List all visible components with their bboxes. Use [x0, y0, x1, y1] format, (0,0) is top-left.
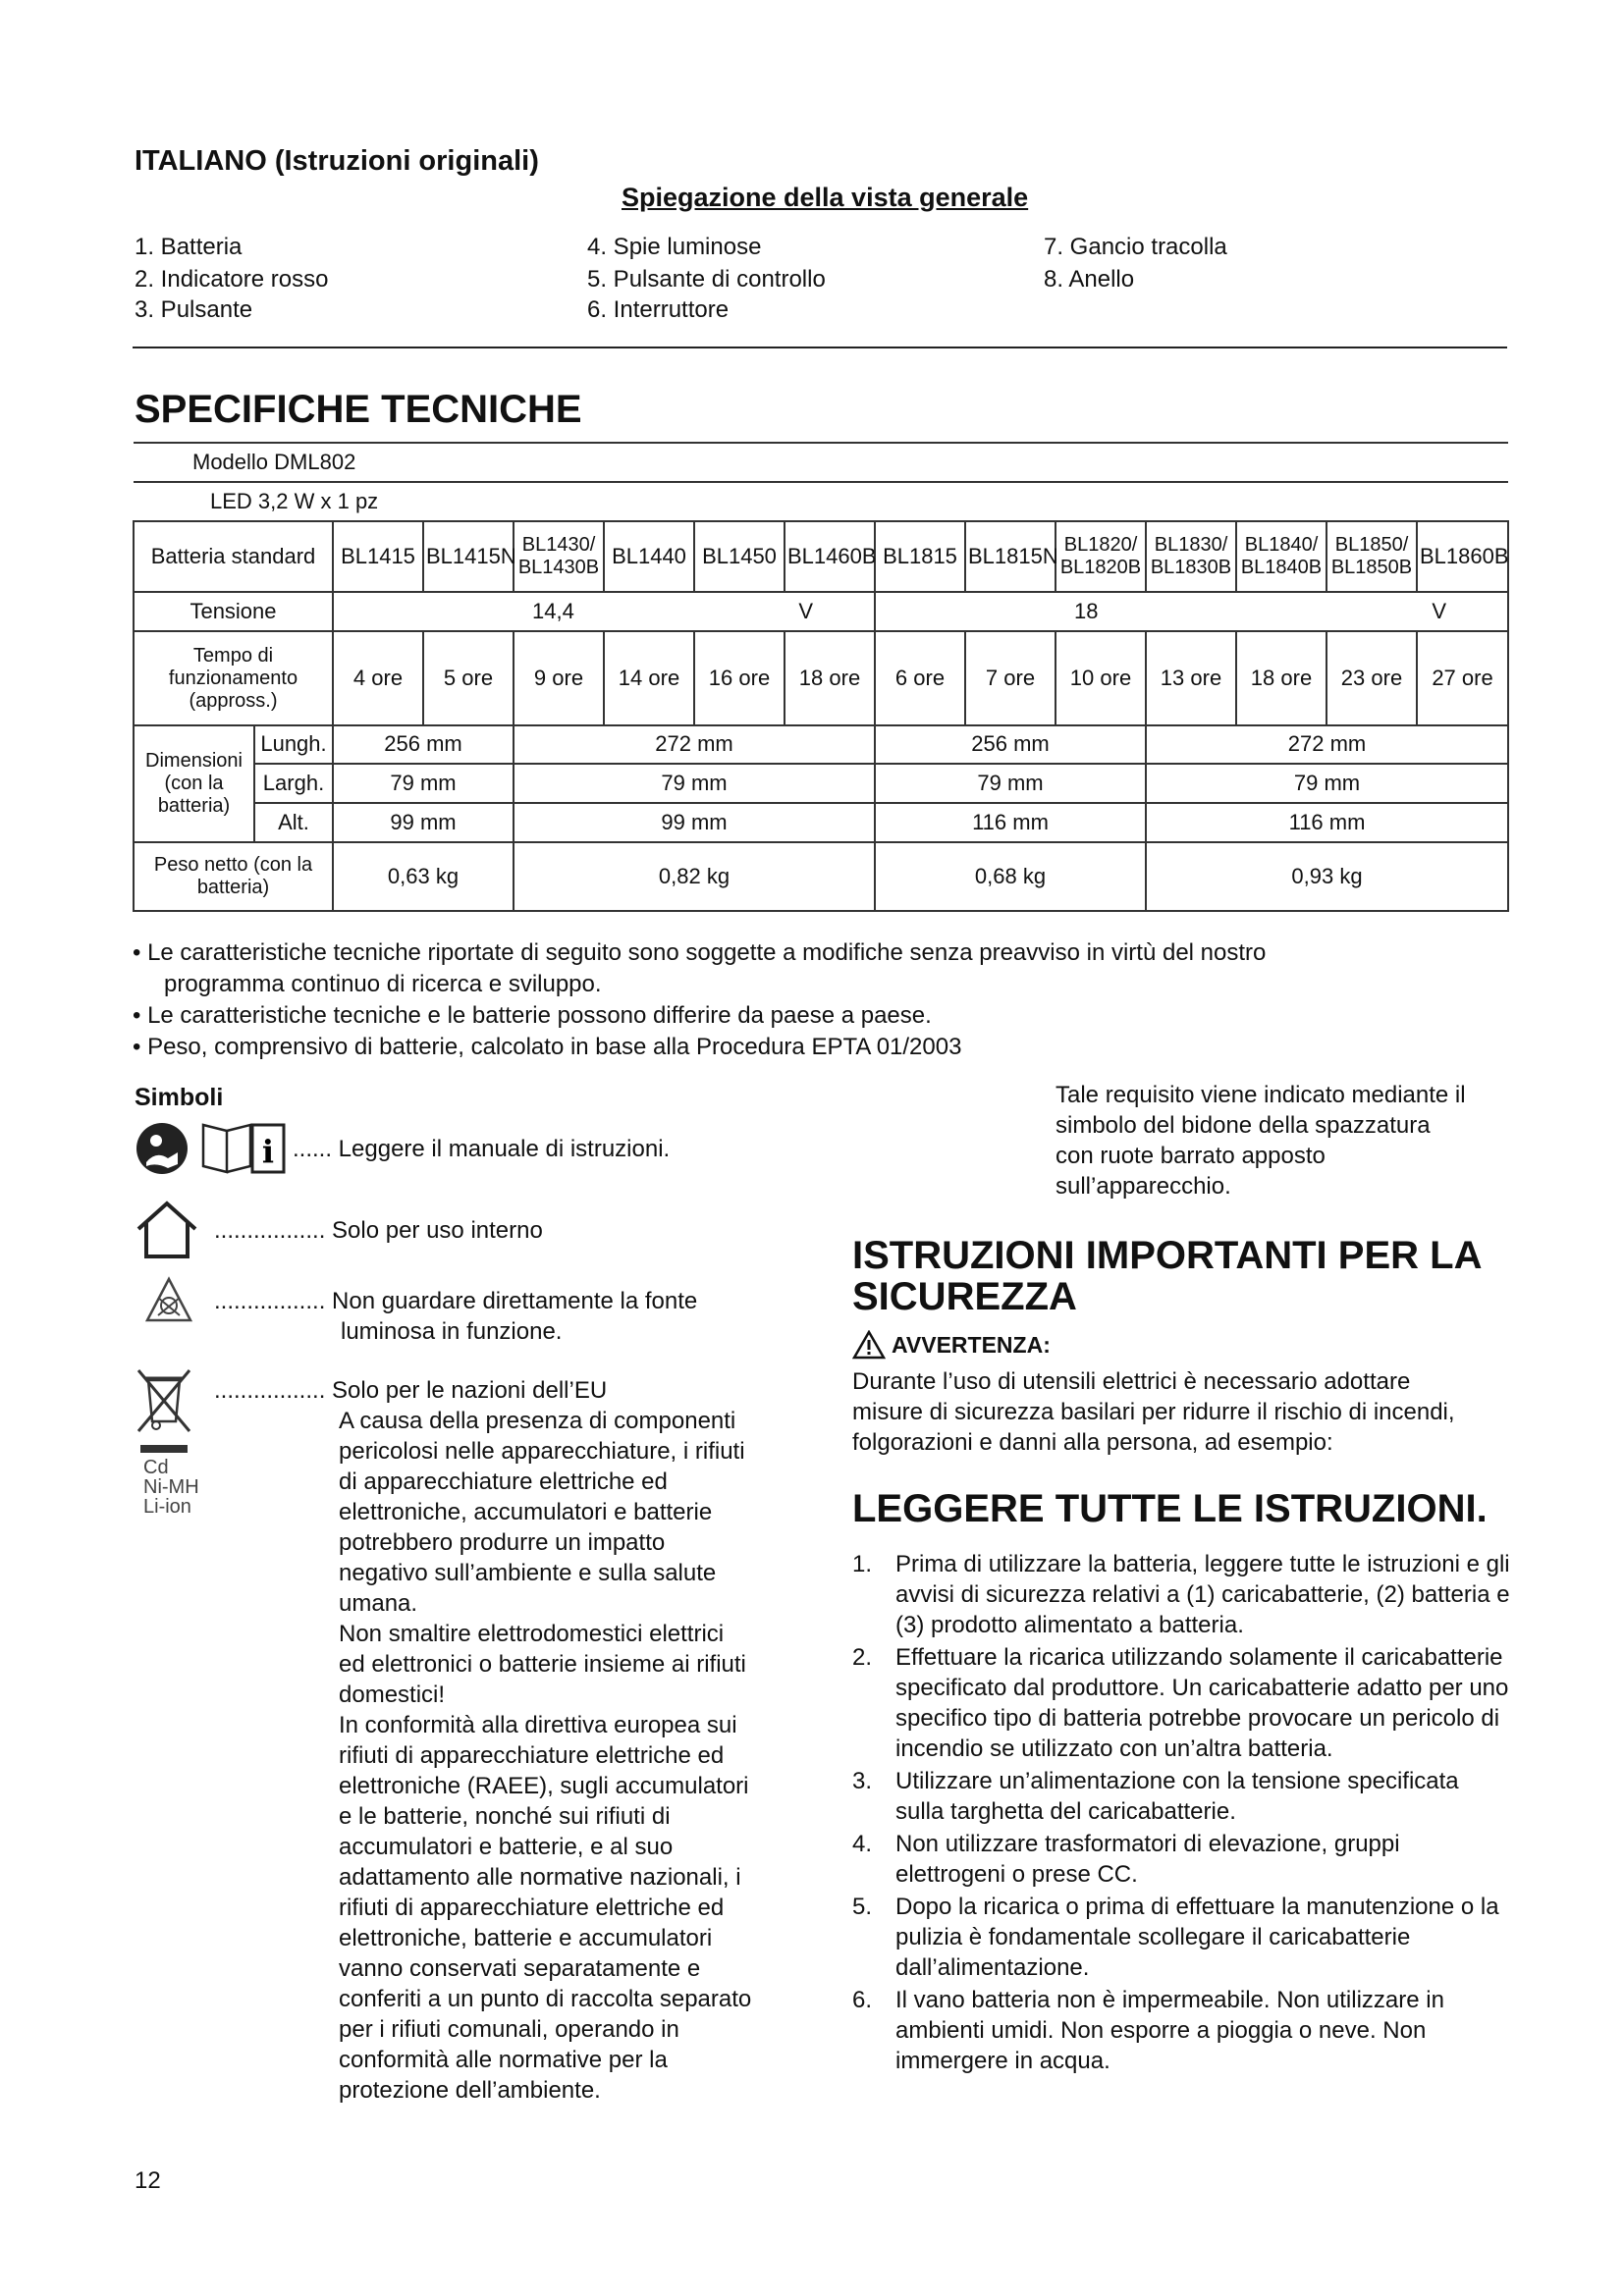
table-row: [134, 521, 1508, 592]
note-line: • Le caratteristiche tecniche e le batterie possono differire da paese a paese.: [133, 1002, 932, 1029]
house-icon: [135, 1200, 199, 1260]
width-cell: 79 mm: [514, 764, 875, 803]
eu-disposal-text: [339, 1406, 790, 2106]
weight-cell: 0,63 kg: [333, 842, 514, 911]
overview-item: 3. Pulsante: [135, 296, 253, 323]
item-text: Il vano batteria non è impermeabile. Non utilizzare in ambienti umidi. Non esporre a pioggia o neve. Non immergere in acqua.: [895, 1987, 1444, 2074]
symbols-heading: Simboli: [135, 1084, 224, 1111]
symbol-manual-text: ...... Leggere il manuale di istruzioni.: [293, 1136, 671, 1162]
height-cell: 116 mm: [1146, 803, 1508, 842]
eu-line: negativo sull’ambiente e sulla salute: [339, 1560, 717, 1586]
safety-title-line: SICUREZZA: [852, 1275, 1077, 1318]
warning-text: AVVERTENZA:: [892, 1331, 1051, 1358]
overview-item: 8. Anello: [1044, 266, 1135, 293]
list-item: [852, 1892, 1510, 1983]
spec-table: [133, 442, 1509, 912]
read-all-title: LEGGERE TUTTE LE ISTRUZIONI.: [852, 1487, 1488, 1530]
width-cell: 79 mm: [333, 764, 514, 803]
item-number: 6.: [852, 1987, 873, 2013]
runtime-cell: 10 ore: [1056, 631, 1146, 725]
symbol-indoor-text: ................. Solo per uso interno: [214, 1217, 543, 1244]
continuation-line: sull’apparecchio.: [1056, 1173, 1231, 1200]
width-label: Largh.: [254, 764, 333, 803]
battery-cell: BL1430/ BL1430B: [514, 521, 604, 592]
safety-instructions: [852, 1549, 1510, 2078]
runtime-cell: 9 ore: [514, 631, 604, 725]
runtime-cell: 27 ore: [1417, 631, 1508, 725]
item-text: Prima di utilizzare la batteria, leggere tutte le istruzioni e gli avvisi di sicurezza relativi a (1) caricabatterie, (2) batteria e (3) prodotto alimentato a batteria.: [895, 1551, 1510, 1638]
battery-cell: BL1440: [604, 521, 694, 592]
page-number: 12: [135, 2167, 161, 2194]
dimensions-label: Dimensioni (con la batteria): [134, 725, 254, 842]
voltage-14: [333, 592, 875, 631]
list-item: [852, 1829, 1510, 1890]
voltage-value: 14,4: [532, 598, 574, 623]
note-line: programma continuo di ricerca e sviluppo.: [164, 971, 602, 997]
length-label: Lungh.: [254, 725, 333, 764]
table-row: [134, 842, 1508, 911]
table-row: [134, 631, 1508, 725]
battery-cell: BL1815: [875, 521, 965, 592]
item-text: Effettuare la ricarica utilizzando solamente il caricabatterie specificato dal produttore. Un caricabatterie adatto per uno specifico tipo di batteria potrebbe provocare un pericolo di incendio se utilizzato con un’altra batteria.: [895, 1644, 1509, 1762]
eu-line: adattamento alle normative nazionali, i: [339, 1864, 741, 1891]
table-row: [134, 443, 1508, 482]
warning-line: Durante l’uso di utensili elettrici è necessario adottare: [852, 1368, 1411, 1395]
safety-title-line: ISTRUZIONI IMPORTANTI PER LA: [852, 1234, 1483, 1277]
note-line: • Peso, comprensivo di batterie, calcolato in base alla Procedura EPTA 01/2003: [133, 1034, 962, 1060]
table-row: [134, 764, 1508, 803]
specs-title: SPECIFICHE TECNICHE: [135, 388, 582, 431]
item-number: 4.: [852, 1831, 873, 1857]
voltage-unit: V: [1432, 598, 1447, 623]
overview-item: 7. Gancio tracolla: [1044, 234, 1227, 260]
battery-type-text: Li-ion: [143, 1496, 191, 1518]
note-line: • Le caratteristiche tecniche riportate di seguito sono soggette a modifiche senza preavviso in virtù del nostro: [133, 939, 1267, 966]
eu-line: umana.: [339, 1590, 418, 1617]
weight-cell: 0,68 kg: [875, 842, 1146, 911]
length-cell: 256 mm: [333, 725, 514, 764]
read-manual-icon: [135, 1119, 288, 1178]
battery-cell: BL1830/ BL1830B: [1146, 521, 1236, 592]
eu-line: potrebbero produrre un impatto: [339, 1529, 666, 1556]
table-row: [134, 725, 1508, 764]
continuation-line: simbolo del bidone della spazzatura: [1056, 1112, 1431, 1139]
continuation-line: con ruote barrato apposto: [1056, 1143, 1326, 1169]
runtime-cell: 4 ore: [333, 631, 423, 725]
battery-cell: BL1820/ BL1820B: [1056, 521, 1146, 592]
runtime-label: Tempo di funzionamento (appross.): [134, 631, 333, 725]
height-cell: 99 mm: [514, 803, 875, 842]
eu-line: Non smaltire elettrodomestici elettrici: [339, 1621, 725, 1647]
symbol-eu-text: ................. Solo per le nazioni dell’EU: [214, 1377, 608, 1404]
overview-item: 1. Batteria: [135, 234, 243, 260]
battery-cell: BL1840/ BL1840B: [1236, 521, 1326, 592]
list-item: [852, 1549, 1510, 1640]
runtime-cell: 18 ore: [1236, 631, 1326, 725]
battery-cell: BL1860B: [1417, 521, 1508, 592]
list-item: [852, 1985, 1510, 2076]
battery-cell: BL1815N: [965, 521, 1056, 592]
runtime-cell: 6 ore: [875, 631, 965, 725]
runtime-cell: 14 ore: [604, 631, 694, 725]
continuation-line: Tale requisito viene indicato mediante il: [1056, 1082, 1466, 1108]
voltage-label: Tensione: [134, 592, 333, 631]
eu-line: elettroniche, accumulatori e batterie: [339, 1499, 713, 1525]
language-title: ITALIANO (Istruzioni originali): [135, 145, 539, 177]
overview-item: 2. Indicatore rosso: [135, 266, 329, 293]
battery-cell: BL1450: [694, 521, 785, 592]
item-number: 2.: [852, 1644, 873, 1671]
overview-item: 6. Interruttore: [587, 296, 730, 323]
eu-line: elettroniche, batterie e accumulatori: [339, 1925, 713, 1951]
list-item: [852, 1766, 1510, 1827]
eu-line: conformità alle normative per la: [339, 2047, 668, 2073]
table-row: [134, 803, 1508, 842]
item-text: Dopo la ricarica o prima di effettuare la manutenzione o la pulizia è fondamentale scollegare il caricabatterie dall’alimentazione.: [895, 1894, 1499, 1981]
eu-line: rifiuti di apparecchiature elettriche ed: [339, 1742, 725, 1769]
eu-line: protezione dell’ambiente.: [339, 2077, 601, 2104]
eu-line: ed elettronici o batterie insieme ai rifiuti: [339, 1651, 746, 1678]
runtime-cell: 13 ore: [1146, 631, 1236, 725]
eu-line: di apparecchiature elettriche ed: [339, 1468, 668, 1495]
eu-line: accumulatori e batterie, e al suo: [339, 1834, 674, 1860]
svg-text:i: i: [261, 1133, 275, 1170]
table-row: [134, 592, 1508, 631]
eu-line: In conformità alla direttiva europea sui: [339, 1712, 737, 1738]
item-text: Utilizzare un’alimentazione con la tensione specificata sulla targhetta del caricabatterie.: [895, 1768, 1459, 1825]
runtime-cell: 23 ore: [1326, 631, 1417, 725]
battery-cell: BL1415N: [423, 521, 514, 592]
overview-title: Spiegazione della vista generale: [622, 183, 1029, 212]
no-stare-warning-icon: [144, 1276, 193, 1323]
length-cell: 272 mm: [514, 725, 875, 764]
list-item: [852, 1642, 1510, 1764]
model-cell: Modello DML802: [134, 443, 1508, 482]
height-cell: 116 mm: [875, 803, 1146, 842]
battery-type-text: Cd: [143, 1457, 169, 1478]
overview-item: 5. Pulsante di controllo: [587, 266, 826, 293]
eu-line: pericolosi nelle apparecchiature, i rifiuti: [339, 1438, 745, 1465]
runtime-cell: 7 ore: [965, 631, 1056, 725]
runtime-cell: 16 ore: [694, 631, 785, 725]
voltage-18: [875, 592, 1508, 631]
eu-line: rifiuti di apparecchiature elettriche ed: [339, 1895, 725, 1921]
item-text: Non utilizzare trasformatori di elevazione, gruppi elettrogeni o prese CC.: [895, 1831, 1400, 1888]
runtime-cell: 18 ore: [785, 631, 875, 725]
length-cell: 272 mm: [1146, 725, 1508, 764]
eu-line: e le batterie, nonché sui rifiuti di: [339, 1803, 671, 1830]
battery-types: [143, 1458, 199, 1517]
overview-item: 4. Spie luminose: [587, 234, 762, 260]
battery-label: Batteria standard: [134, 521, 333, 592]
spec-notes: [133, 937, 1507, 1063]
eu-line: domestici!: [339, 1682, 446, 1708]
voltage-unit: V: [798, 598, 813, 623]
eu-line: A causa della presenza di componenti: [339, 1408, 736, 1434]
item-number: 1.: [852, 1551, 873, 1577]
weight-cell: 0,82 kg: [514, 842, 875, 911]
battery-cell: BL1460B: [785, 521, 875, 592]
table-row: [134, 482, 1508, 521]
runtime-cell: 5 ore: [423, 631, 514, 725]
eu-line: per i rifiuti comunali, operando in: [339, 2016, 679, 2043]
symbol-no-stare-text: luminosa in funzione.: [341, 1318, 563, 1345]
warning-triangle-icon: [852, 1330, 886, 1360]
battery-cell: BL1415: [333, 521, 423, 592]
eu-line: elettroniche (RAEE), sugli accumulatori: [339, 1773, 749, 1799]
crossed-bin-icon: [135, 1366, 193, 1461]
warning-label: [852, 1330, 1520, 1360]
eu-line: conferiti a un punto di raccolta separato: [339, 1986, 752, 2012]
voltage-value: 18: [1074, 598, 1099, 623]
weee-continuation: [1056, 1080, 1517, 1201]
battery-cell: BL1850/ BL1850B: [1326, 521, 1417, 592]
eu-line: vanno conservati separatamente e: [339, 1955, 701, 1982]
height-cell: 99 mm: [333, 803, 514, 842]
length-cell: 256 mm: [875, 725, 1146, 764]
height-label: Alt.: [254, 803, 333, 842]
width-cell: 79 mm: [875, 764, 1146, 803]
warning-line: folgorazioni e danni alla persona, ad esempio:: [852, 1429, 1333, 1456]
section-divider: [133, 347, 1507, 348]
warning-body: [852, 1366, 1520, 1458]
width-cell: 79 mm: [1146, 764, 1508, 803]
item-number: 3.: [852, 1768, 873, 1794]
battery-type-text: Ni-MH: [143, 1476, 199, 1498]
symbol-no-stare-text: ................. Non guardare direttamente la fonte: [214, 1288, 698, 1314]
weight-cell: 0,93 kg: [1146, 842, 1508, 911]
led-cell: LED 3,2 W x 1 pz: [134, 482, 1508, 521]
item-number: 5.: [852, 1894, 873, 1920]
warning-line: misure di sicurezza basilari per ridurre il rischio di incendi,: [852, 1399, 1455, 1425]
weight-label: Peso netto (con la batteria): [134, 842, 333, 911]
safety-title: [852, 1235, 1520, 1317]
